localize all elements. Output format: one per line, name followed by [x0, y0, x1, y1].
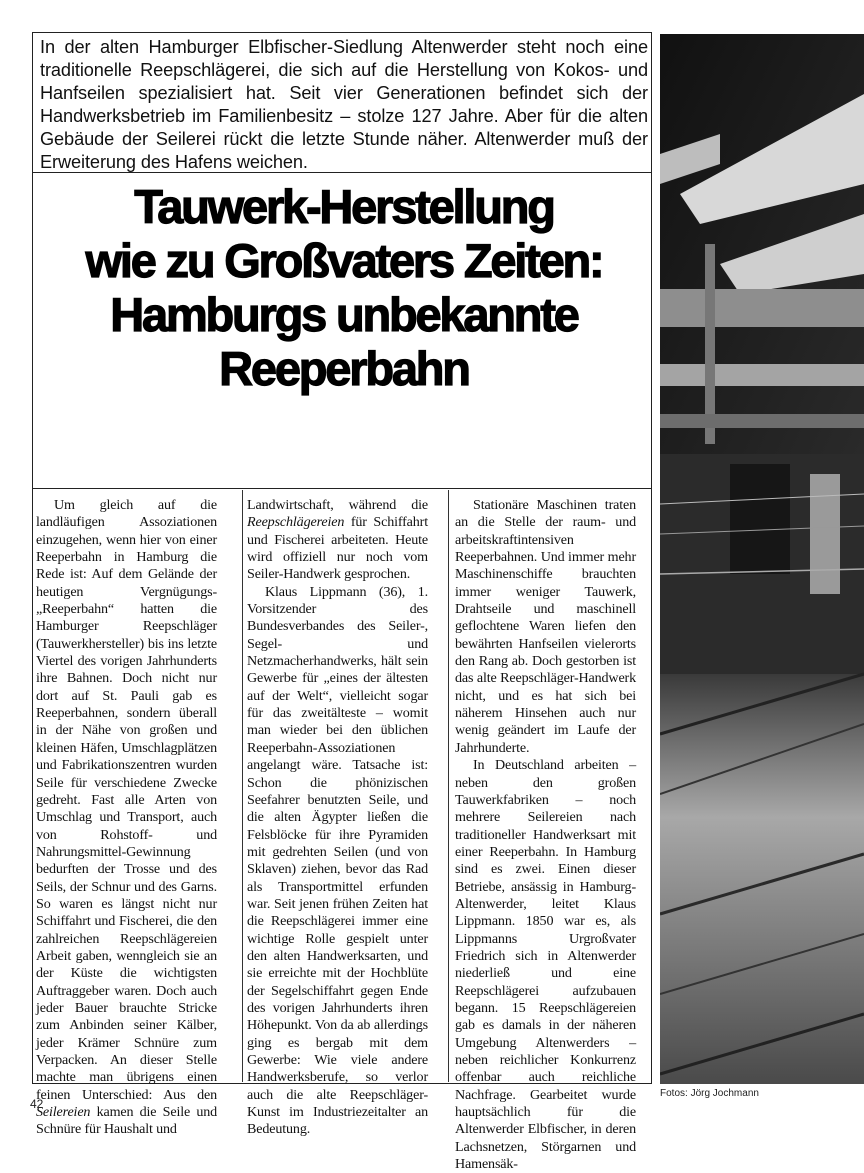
column-2-paragraph-2: Klaus Lippmann (36), 1. Vorsitzender des Bundesverbandes des Seiler-, Segel- und Netzmacherhandwerks, hält sein Gewerbe für „eines der ältesten auf der Welt“, vielleicht sogar für das zweitälteste – womit man wieder bei den üblichen Reeperbahn-Assoziationen angelangt wäre. Tatsache ist: Schon die phönizischen Seefahrer benutzten Seile, und die alten Ägypter ließen die Felsblöcke für ihre Pyramiden mit gedrehten Seilen (und von Sklaven) ziehen, bevor das Rad als Transportmittel erfunden war. Seit jenen frühen Zeiten hat die Reepschlägerei immer eine wichtige Rolle gespielt unter den alten Handwerksarten, und sie erreichte mit der Hochblüte der Segelschiffahrt gegen Ende des vorigen Jahrhunderts ihren Höhepunkt. Von da ab allerdings ging es bergab mit dem Gewerbe: Wie viele andere Handwerksberufe, so verlor auch die alte Reepschläger-Kunst im Industriezeitalter an Bedeutung.: [247, 583, 428, 1138]
headline: [40, 180, 648, 396]
column-1-paragraph: [36, 497, 217, 1139]
headline-line-4: Reeperbahn: [219, 342, 469, 395]
ropewalk-photo-image: [660, 34, 864, 1084]
column-1-text: Um gleich auf die landläufigen Assoziationen einzugehen, wenn hier von einer Reeperbahn in Hamburg die Rede ist: Auf dem Gelände der heutigen Vergnügungs-„Reeperbahn“ hatten die Hamburger Reepschläger (Tauwerkhersteller) bis ins letzte Viertel des vorigen Jahrhunderts ihre Bahnen. Doch nicht nur dort auf St. Pauli gab es Reeperbahnen, sondern überall in der Nähe von großen und kleinen Häfen, Umschlagplätzen und Fabrikationszentren wurden Seile für verschiedene Zwecke gedreht. Fast alle Arten von Umschlag und Transport, auch von Rohstoff- und Nahrungsmittel-Gewinnung bedurften der Trosse und des Seils, der Schnur und des Garns. So waren es längst nicht nur Schiffahrt und Fischerei, die den zahlreichen Reepschlägereien Arbeit gaben, wenngleich sie an der Küste die wichtigsten Auftraggeber waren. Doch auch jeder Bauer brauchte Stricke zum Anbinden seiner Kälber, jeder Krämer Schnüre zum Verpacken. An dieser Stelle machte man übrigens einen feinen Unterschied: Aus den: [36, 497, 217, 1103]
headline-line-1: Tauwerk-Herstellung: [134, 180, 554, 233]
page-number: 42: [30, 1097, 44, 1111]
divider-columns: [32, 488, 652, 489]
column-2-text-b: für Schiffahrt und Fischerei arbeiteten. Heute wird offiziell nur noch vom Seiler-Handwerk gesprochen.: [247, 514, 428, 583]
photo-credit: Fotos: Jörg Jochmann: [660, 1088, 759, 1099]
column-2-text-a: Landwirtschaft, während die: [247, 497, 428, 513]
intro-text: In der alten Hamburger Elbfischer-Siedlung Altenwerder steht noch eine traditionelle Reepschlägerei, die sich auf die Herstellung von Kokos- und Hanfseilen spezialisiert hat. Seit vier Generationen befindet sich der Handwerksbetrieb im Familienbesitz – stolze 127 Jahre. Aber für die alten Gebäude der Seilerei rückt die letzte Stunde näher. Altenwerder muß der Erweiterung des Hafens weichen.: [40, 37, 648, 172]
column-3-paragraph-1: Stationäre Maschinen traten an die Stelle der raum- und arbeitskraftintensiven Reeperbahnen. Und immer mehr Maschinenschiffe brauchten immer weniger Tauwerk, Drahtseile und maschinell geflochtene Waren liefen den bewährten Hanfseilen vielerorts den Rang ab. Doch gestorben ist das alte Reepschläger-Handwerk nicht, und es hat sich bei näherem Hinsehen auch nur wenig geändert im Laufe der Jahrhunderte.: [455, 497, 636, 756]
column-3: [455, 497, 636, 1173]
column-rule-2: [448, 490, 449, 1082]
column-rule-1: [242, 490, 243, 1082]
divider-intro: [32, 172, 652, 173]
column-2-emphasis: Reepschlägereien: [247, 514, 345, 531]
ropewalk-photo: [660, 34, 864, 1084]
column-3-paragraph-2: In Deutschland arbeiten – neben den großen Tauwerkfabriken – noch mehrere Seilereien nach traditioneller Handwerksart mit einer Reeperbahn. In Hamburg sind es zwei. Einen dieser Betriebe, ansässig in Hamburg-Altenwerder, leitet Klaus Lippmann. 1850 war es, als Lippmanns Urgroßvater Friedrich sich in Altenwerder niederließ und eine Reepschlägerei aufzubauen begann. 15 Reepschlägereien gab es damals in der näheren Umgebung Altenwerders – neben reichlicher Konkurrenz offenbar auch reichliche Nachfrage. Gearbeitet wurde hauptsächlich für die Altenwerder Elbfischer, in deren Lachsnetzen, Störgarnen und Hamensäk-: [455, 757, 636, 1173]
column-1-emphasis: Seilereien: [36, 1104, 91, 1121]
column-2: [247, 497, 428, 1139]
column-1: [36, 497, 217, 1139]
headline-line-3: Hamburgs unbekannte: [110, 288, 578, 341]
column-1-text-end: kamen die Seile und Schnüre für Haushalt und: [36, 1104, 218, 1138]
headline-line-2: wie zu Großvaters Zeiten:: [85, 234, 603, 287]
column-2-paragraph-1: [247, 497, 428, 584]
